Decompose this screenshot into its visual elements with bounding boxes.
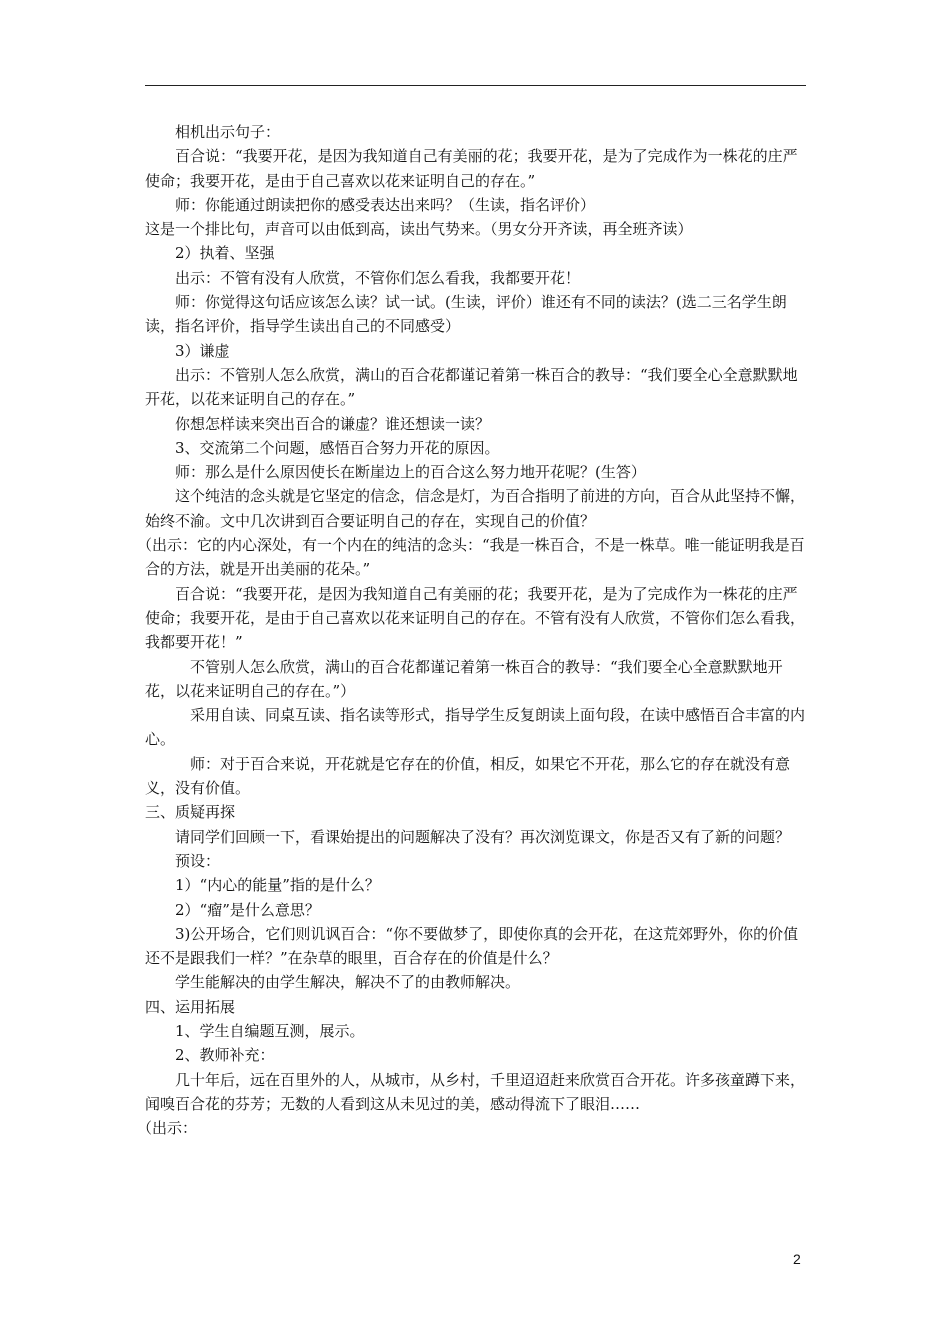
paragraph: 你想怎样读来突出百合的谦虚？谁还想读一读？ xyxy=(175,414,491,433)
section-heading: 三、质疑再探 xyxy=(145,803,236,822)
paragraph: 这是一个排比句，声音可以由低到高，读出气势来。（男女分开齐读，再全班齐读） xyxy=(145,220,693,239)
paragraph: 师：那么是什么原因使长在断崖边上的百合这么努力地开花呢？(生答） xyxy=(175,463,646,482)
paragraph: 1）“内心的能量”指的是什么？ xyxy=(175,876,380,895)
header-rule xyxy=(145,85,806,86)
page-number: 2 xyxy=(793,1251,801,1267)
paragraph: 预设： xyxy=(175,851,221,870)
paragraph: 2）“瘤”是什么意思？ xyxy=(175,900,320,919)
paragraph: 采用自读、同桌互读、指名读等形式，指导学生反复朗读上面句段，在读中感悟百合丰富的内心。 xyxy=(145,706,806,749)
paragraph: 出示：不管有没有人欣赏，不管你们怎么看我，我都要开花！ xyxy=(175,268,581,287)
paragraph: 请同学们回顾一下，看课始提出的问题解决了没有？再次浏览课文，你是否又有了新的问题？ xyxy=(175,827,791,846)
paragraph: 师：你能通过朗读把你的感受表达出来吗？（生读，指名评价） xyxy=(175,195,596,214)
paragraph: 出示：不管别人怎么欣赏，满山的百合花都谨记着第一株百合的教导：“我们要全心全意默默地开花，以花来证明自己的存在。” xyxy=(145,365,798,409)
paragraph: 3、交流第二个问题，感悟百合努力开花的原因。 xyxy=(175,438,500,457)
paragraph: 2）执着、坚强 xyxy=(175,244,275,263)
paragraph: 相机出示句子： xyxy=(175,123,281,141)
paragraph: 不管别人怎么欣赏，满山的百合花都谨记着第一株百合的教导：“我们要全心全意默默地开花，以花来证明自己的存在。”） xyxy=(145,657,783,700)
paragraph: 3)公开场合，它们则讥讽百合：“你不要做梦了，即使你真的会开花，在这荒郊野外，你的价值还不是跟我们一样？”在杂草的眼里，百合存在的价值是什么？ xyxy=(145,924,799,968)
section-heading: 四、运用拓展 xyxy=(145,997,236,1016)
paragraph: 师：你觉得这句话应该怎么读？试一试。(生读，评价）谁还有不同的读法？(选二三名学生朗读，指名评价，指导学生读出自己的不同感受） xyxy=(145,293,787,336)
paragraph: （出示： xyxy=(137,1119,198,1138)
document-body xyxy=(137,120,810,1140)
paragraph: 百合说：“我要开花，是因为我知道自己有美丽的花；我要开花，是为了完成作为一株花的庄严使命；我要开花，是由于自己喜欢以花来证明自己的存在。” xyxy=(145,147,798,190)
paragraph: 2、教师补充： xyxy=(175,1046,275,1065)
paragraph: 百合说：“我要开花，是因为我知道自己有美丽的花；我要开花，是为了完成作为一株花的庄严使命；我要开花，是由于自己喜欢以花来证明自己的存在。不管有没有人欣赏，不管你们怎么看我，我都要开花！” xyxy=(145,584,806,652)
paragraph: 几十年后，远在百里外的人，从城市，从乡村，千里迢迢赶来欣赏百合开花。许多孩童蹲下来，闻嗅百合花的芬芳；无数的人看到这从未见过的美，感动得流下了眼泪…… xyxy=(145,1070,806,1113)
paragraph: （出示：它的内心深处，有一个内在的纯洁的念头：“我是一株百合，不是一株草。唯一能证明我是百合的方法，就是开出美丽的花朵。” xyxy=(137,536,805,579)
paragraph: 学生能解决的由学生解决，解决不了的由教师解决。 xyxy=(175,973,521,992)
paragraph: 1、学生自编题互测，展示。 xyxy=(175,1021,365,1040)
paragraph: 3）谦虚 xyxy=(175,341,230,360)
paragraph: 师：对于百合来说，开花就是它存在的价值，相反，如果它不开花，那么它的存在就没有意义，没有价值。 xyxy=(145,754,791,798)
paragraph: 这个纯洁的念头就是它坚定的信念，信念是灯，为百合指明了前进的方向，百合从此坚持不懈，始终不渝。文中几次讲到百合要证明自己的存在，实现自己的价值？ xyxy=(145,487,806,530)
